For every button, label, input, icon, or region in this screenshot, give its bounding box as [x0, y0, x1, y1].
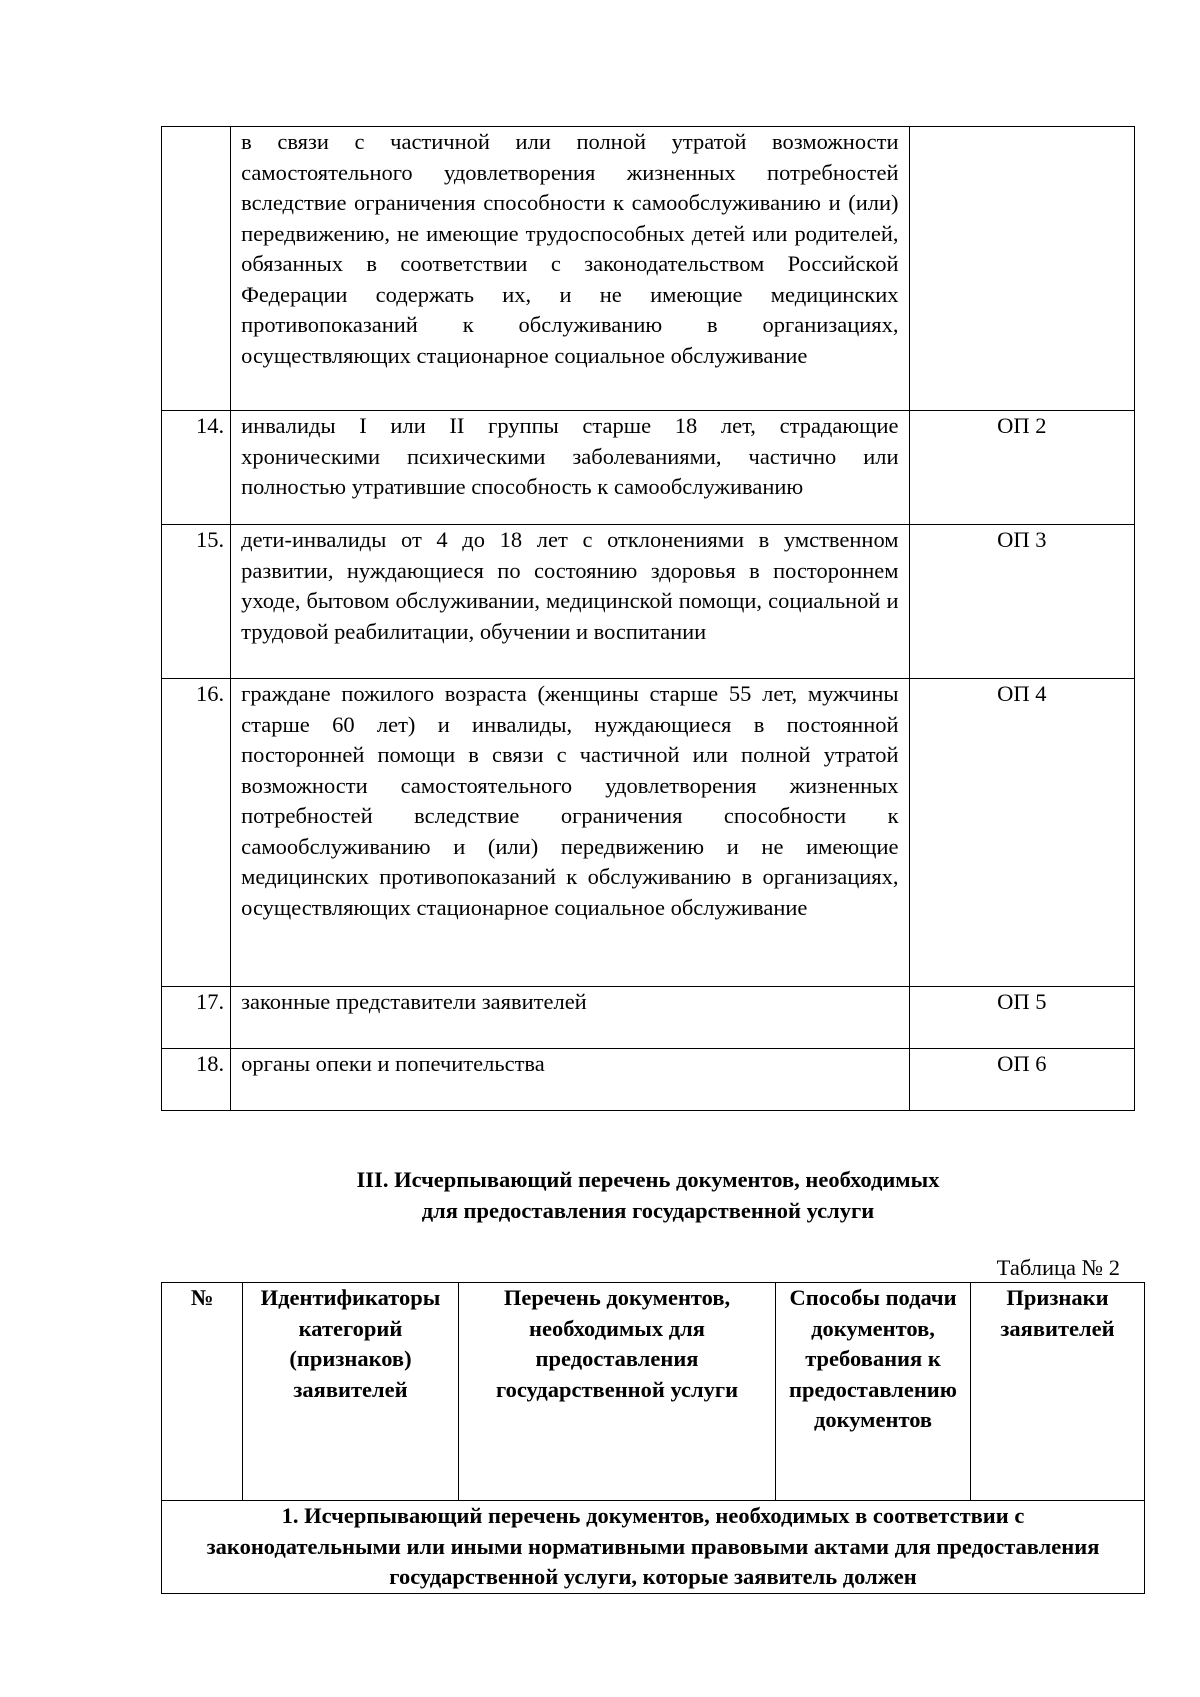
- table-row: [162, 1049, 1135, 1111]
- row-code: ОП 4: [909, 679, 1134, 987]
- row-number: [162, 127, 231, 411]
- header-number: №: [162, 1283, 243, 1501]
- row-number: 16.: [162, 679, 231, 987]
- row-code: ОП 6: [909, 1049, 1134, 1111]
- row-code: [909, 127, 1134, 411]
- header-identifiers: Идентификаторы категорий (признаков) заявителей: [243, 1283, 459, 1501]
- table-section-row: [162, 1501, 1145, 1594]
- row-number: 18.: [162, 1049, 231, 1111]
- row-description: законные представители заявителей: [231, 987, 909, 1049]
- table-caption: Таблица № 2: [996, 1255, 1120, 1280]
- documents-table: [161, 1282, 1145, 1594]
- row-number: 15.: [162, 525, 231, 679]
- row-code: ОП 3: [909, 525, 1134, 679]
- section-row-text: 1. Исчерпывающий перечень документов, необходимых в соответствии с законодательными или иными нормативными правовыми актами для предоставления государственной услуги, которые заявитель должен: [162, 1501, 1145, 1594]
- section-heading-line-2: для предоставления государственной услуги: [421, 1198, 875, 1223]
- table-row: [162, 525, 1135, 679]
- row-number: 17.: [162, 987, 231, 1049]
- table-row: [162, 679, 1135, 987]
- table-row: [162, 127, 1135, 411]
- row-description: дети-инвалиды от 4 до 18 лет с отклонениями в умственном развитии, нуждающиеся по состоянию здоровья в постороннем уходе, бытовом обслуживании, медицинской помощи, социальной и трудовой реабилитации, обучении и воспитании: [231, 525, 909, 679]
- section-heading-line-1: III. Исчерпывающий перечень документов, необходимых: [356, 1167, 940, 1192]
- table-header-row: [162, 1283, 1145, 1501]
- header-documents-list: Перечень документов, необходимых для предоставления государственной услуги: [459, 1283, 776, 1501]
- row-code: ОП 5: [909, 987, 1134, 1049]
- row-number: 14.: [162, 411, 231, 525]
- table-row: [162, 987, 1135, 1049]
- section-heading: [161, 1164, 1135, 1226]
- table-row: [162, 411, 1135, 525]
- header-submission-methods: Способы подачи документов, требования к предоставлению документов: [776, 1283, 971, 1501]
- row-description: инвалиды I или II группы старше 18 лет, страдающие хроническими психическими заболеваниями, частично или полностью утратившие способность к самообслуживанию: [231, 411, 909, 525]
- row-description: в связи с частичной или полной утратой возможности самостоятельного удовлетворения жизненных потребностей вследствие ограничения способности к самообслуживанию и (или) передвижению, не имеющие трудоспособных детей или родителей, обязанных в соответствии с законодательством Российской Федерации содержать их, и не имеющие медицинских противопоказаний к обслуживанию в организациях, осуществляющих стационарное социальное обслуживание: [231, 127, 909, 411]
- applicant-categories-table: [161, 126, 1135, 1111]
- row-description: органы опеки и попечительства: [231, 1049, 909, 1111]
- row-code: ОП 2: [909, 411, 1134, 525]
- header-applicant-attributes: Признаки заявителей: [971, 1283, 1145, 1501]
- row-description: граждане пожилого возраста (женщины старше 55 лет, мужчины старше 60 лет) и инвалиды, нуждающиеся в постоянной посторонней помощи в связи с частичной или полной утратой возможности самостоятельного удовлетворения жизненных потребностей вследствие ограничения способности к самообслуживанию и (или) передвижению и не имеющие медицинских противопоказаний к обслуживанию в организациях, осуществляющих стационарное социальное обслуживание: [231, 679, 909, 987]
